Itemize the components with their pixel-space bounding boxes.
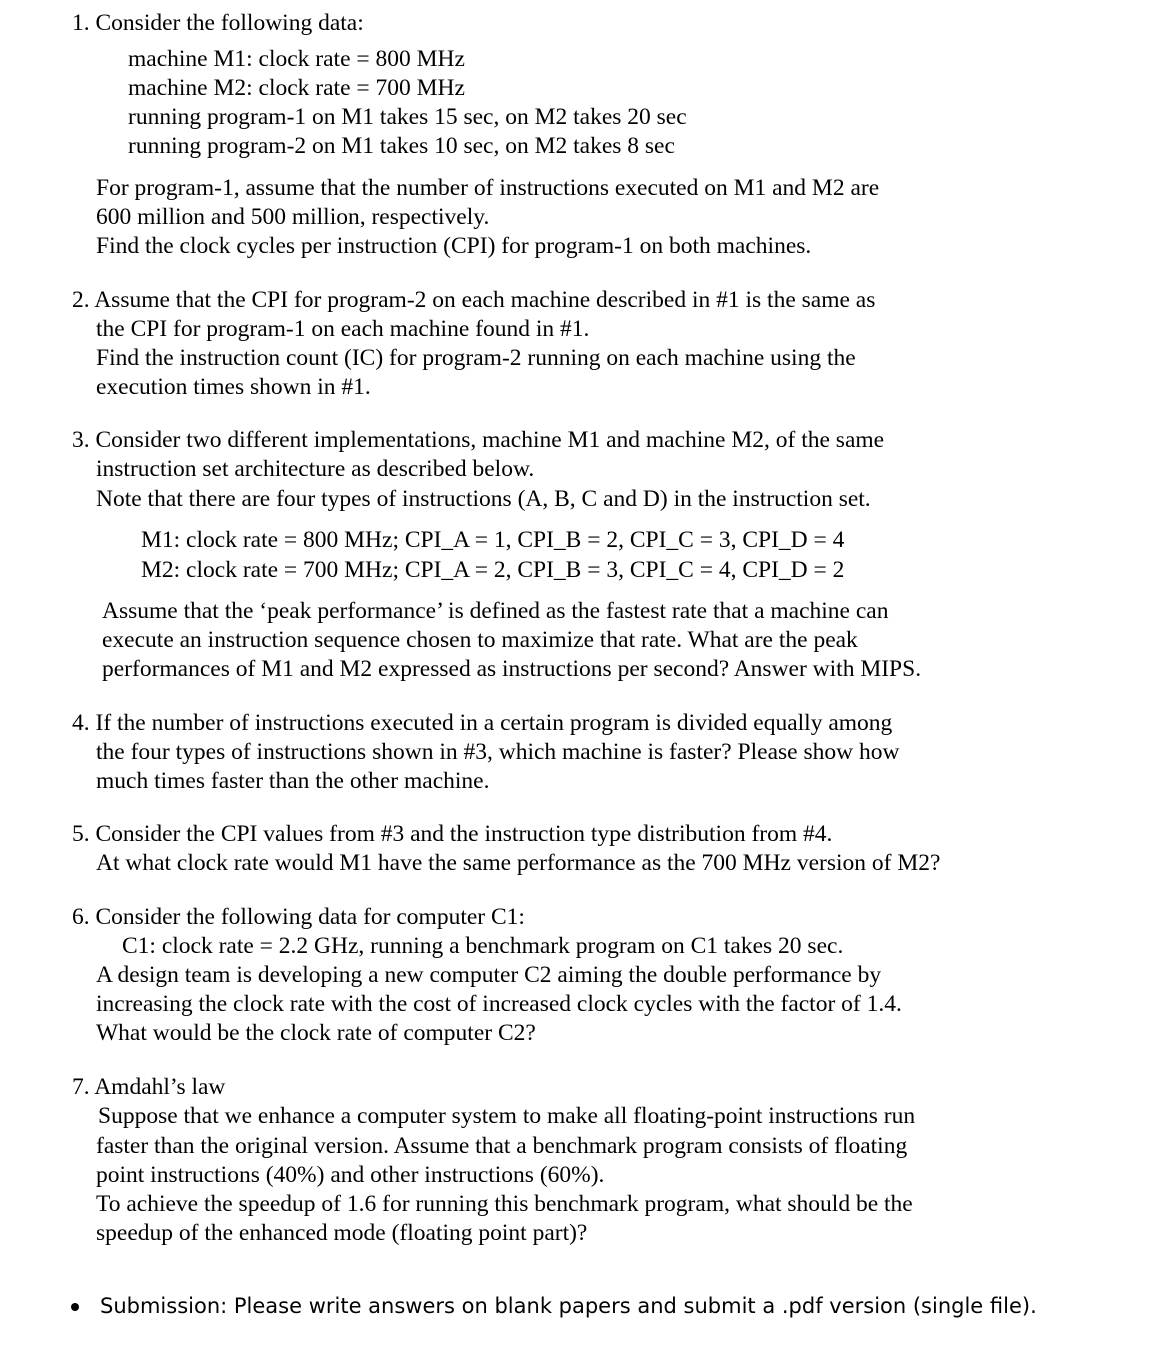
- question-6-text: A design team is developing a new computer C2 aiming the double performance by: [96, 962, 882, 988]
- question-7-text: To achieve the speedup of 1.6 for running this benchmark program, what should be the: [96, 1191, 913, 1217]
- question-7-heading: 7. Amdahl’s law: [72, 1074, 226, 1100]
- question-6-heading: 6. Consider the following data for computer C1:: [72, 904, 525, 930]
- question-1-data-line: machine M2: clock rate = 700 MHz: [128, 75, 465, 101]
- question-2-text: the CPI for program-1 on each machine found in #1.: [96, 316, 590, 342]
- question-5-text: At what clock rate would M1 have the same performance as the 700 MHz version of M2?: [96, 850, 941, 876]
- question-3-text: performances of M1 and M2 expressed as instructions per second? Answer with MIPS.: [102, 656, 922, 682]
- question-7-text: point instructions (40%) and other instructions (60%).: [96, 1162, 605, 1188]
- bullet-icon: [71, 1303, 79, 1311]
- question-7-text: speedup of the enhanced mode (floating point part)?: [96, 1220, 588, 1246]
- question-4-text: the four types of instructions shown in #3, which machine is faster? Please show how: [96, 739, 900, 765]
- question-2-text: execution times shown in #1.: [96, 374, 371, 400]
- question-1-text: 600 million and 500 million, respectively.: [96, 204, 490, 230]
- question-4-text: much times faster than the other machine.: [96, 768, 490, 794]
- question-3-machine-spec: M1: clock rate = 800 MHz; CPI_A = 1, CPI_B = 2, CPI_C = 3, CPI_D = 4: [141, 527, 845, 553]
- question-2-heading: 2. Assume that the CPI for program-2 on each machine described in #1 is the same as: [72, 287, 876, 313]
- question-3-text: Note that there are four types of instructions (A, B, C and D) in the instruction set.: [96, 486, 871, 512]
- question-6-text: increasing the clock rate with the cost of increased clock cycles with the factor of 1.4.: [96, 991, 902, 1017]
- question-3-machine-spec: M2: clock rate = 700 MHz; CPI_A = 2, CPI_B = 3, CPI_C = 4, CPI_D = 2: [141, 557, 845, 583]
- question-3-heading: 3. Consider two different implementations, machine M1 and machine M2, of the same: [72, 427, 885, 453]
- question-3-text: Assume that the ‘peak performance’ is defined as the fastest rate that a machine can: [102, 598, 889, 624]
- submission-text: Submission: Please write answers on blank papers and submit a .pdf version (single file).: [100, 1294, 1037, 1318]
- question-3-text: execute an instruction sequence chosen to maximize that rate. What are the peak: [102, 627, 858, 653]
- question-7-text: Suppose that we enhance a computer system to make all floating-point instructions run: [98, 1103, 916, 1129]
- question-6-data-line: C1: clock rate = 2.2 GHz, running a benchmark program on C1 takes 20 sec.: [122, 933, 844, 959]
- question-1-heading: 1. Consider the following data:: [72, 10, 364, 36]
- question-1-text: For program-1, assume that the number of instructions executed on M1 and M2 are: [96, 175, 880, 201]
- question-1-text: Find the clock cycles per instruction (CPI) for program-1 on both machines.: [96, 233, 812, 259]
- question-1-data-line: machine M1: clock rate = 800 MHz: [128, 46, 465, 72]
- question-7-text: faster than the original version. Assume that a benchmark program consists of floating: [96, 1133, 908, 1159]
- question-1-data-line: running program-1 on M1 takes 15 sec, on M2 takes 20 sec: [128, 104, 687, 130]
- question-1-data-line: running program-2 on M1 takes 10 sec, on M2 takes 8 sec: [128, 133, 675, 159]
- question-6-text: What would be the clock rate of computer C2?: [96, 1020, 536, 1046]
- question-3-text: instruction set architecture as described below.: [96, 456, 535, 482]
- question-2-text: Find the instruction count (IC) for program-2 running on each machine using the: [96, 345, 856, 371]
- question-4-heading: 4. If the number of instructions executed in a certain program is divided equally among: [72, 710, 893, 736]
- question-5-heading: 5. Consider the CPI values from #3 and the instruction type distribution from #4.: [72, 821, 833, 847]
